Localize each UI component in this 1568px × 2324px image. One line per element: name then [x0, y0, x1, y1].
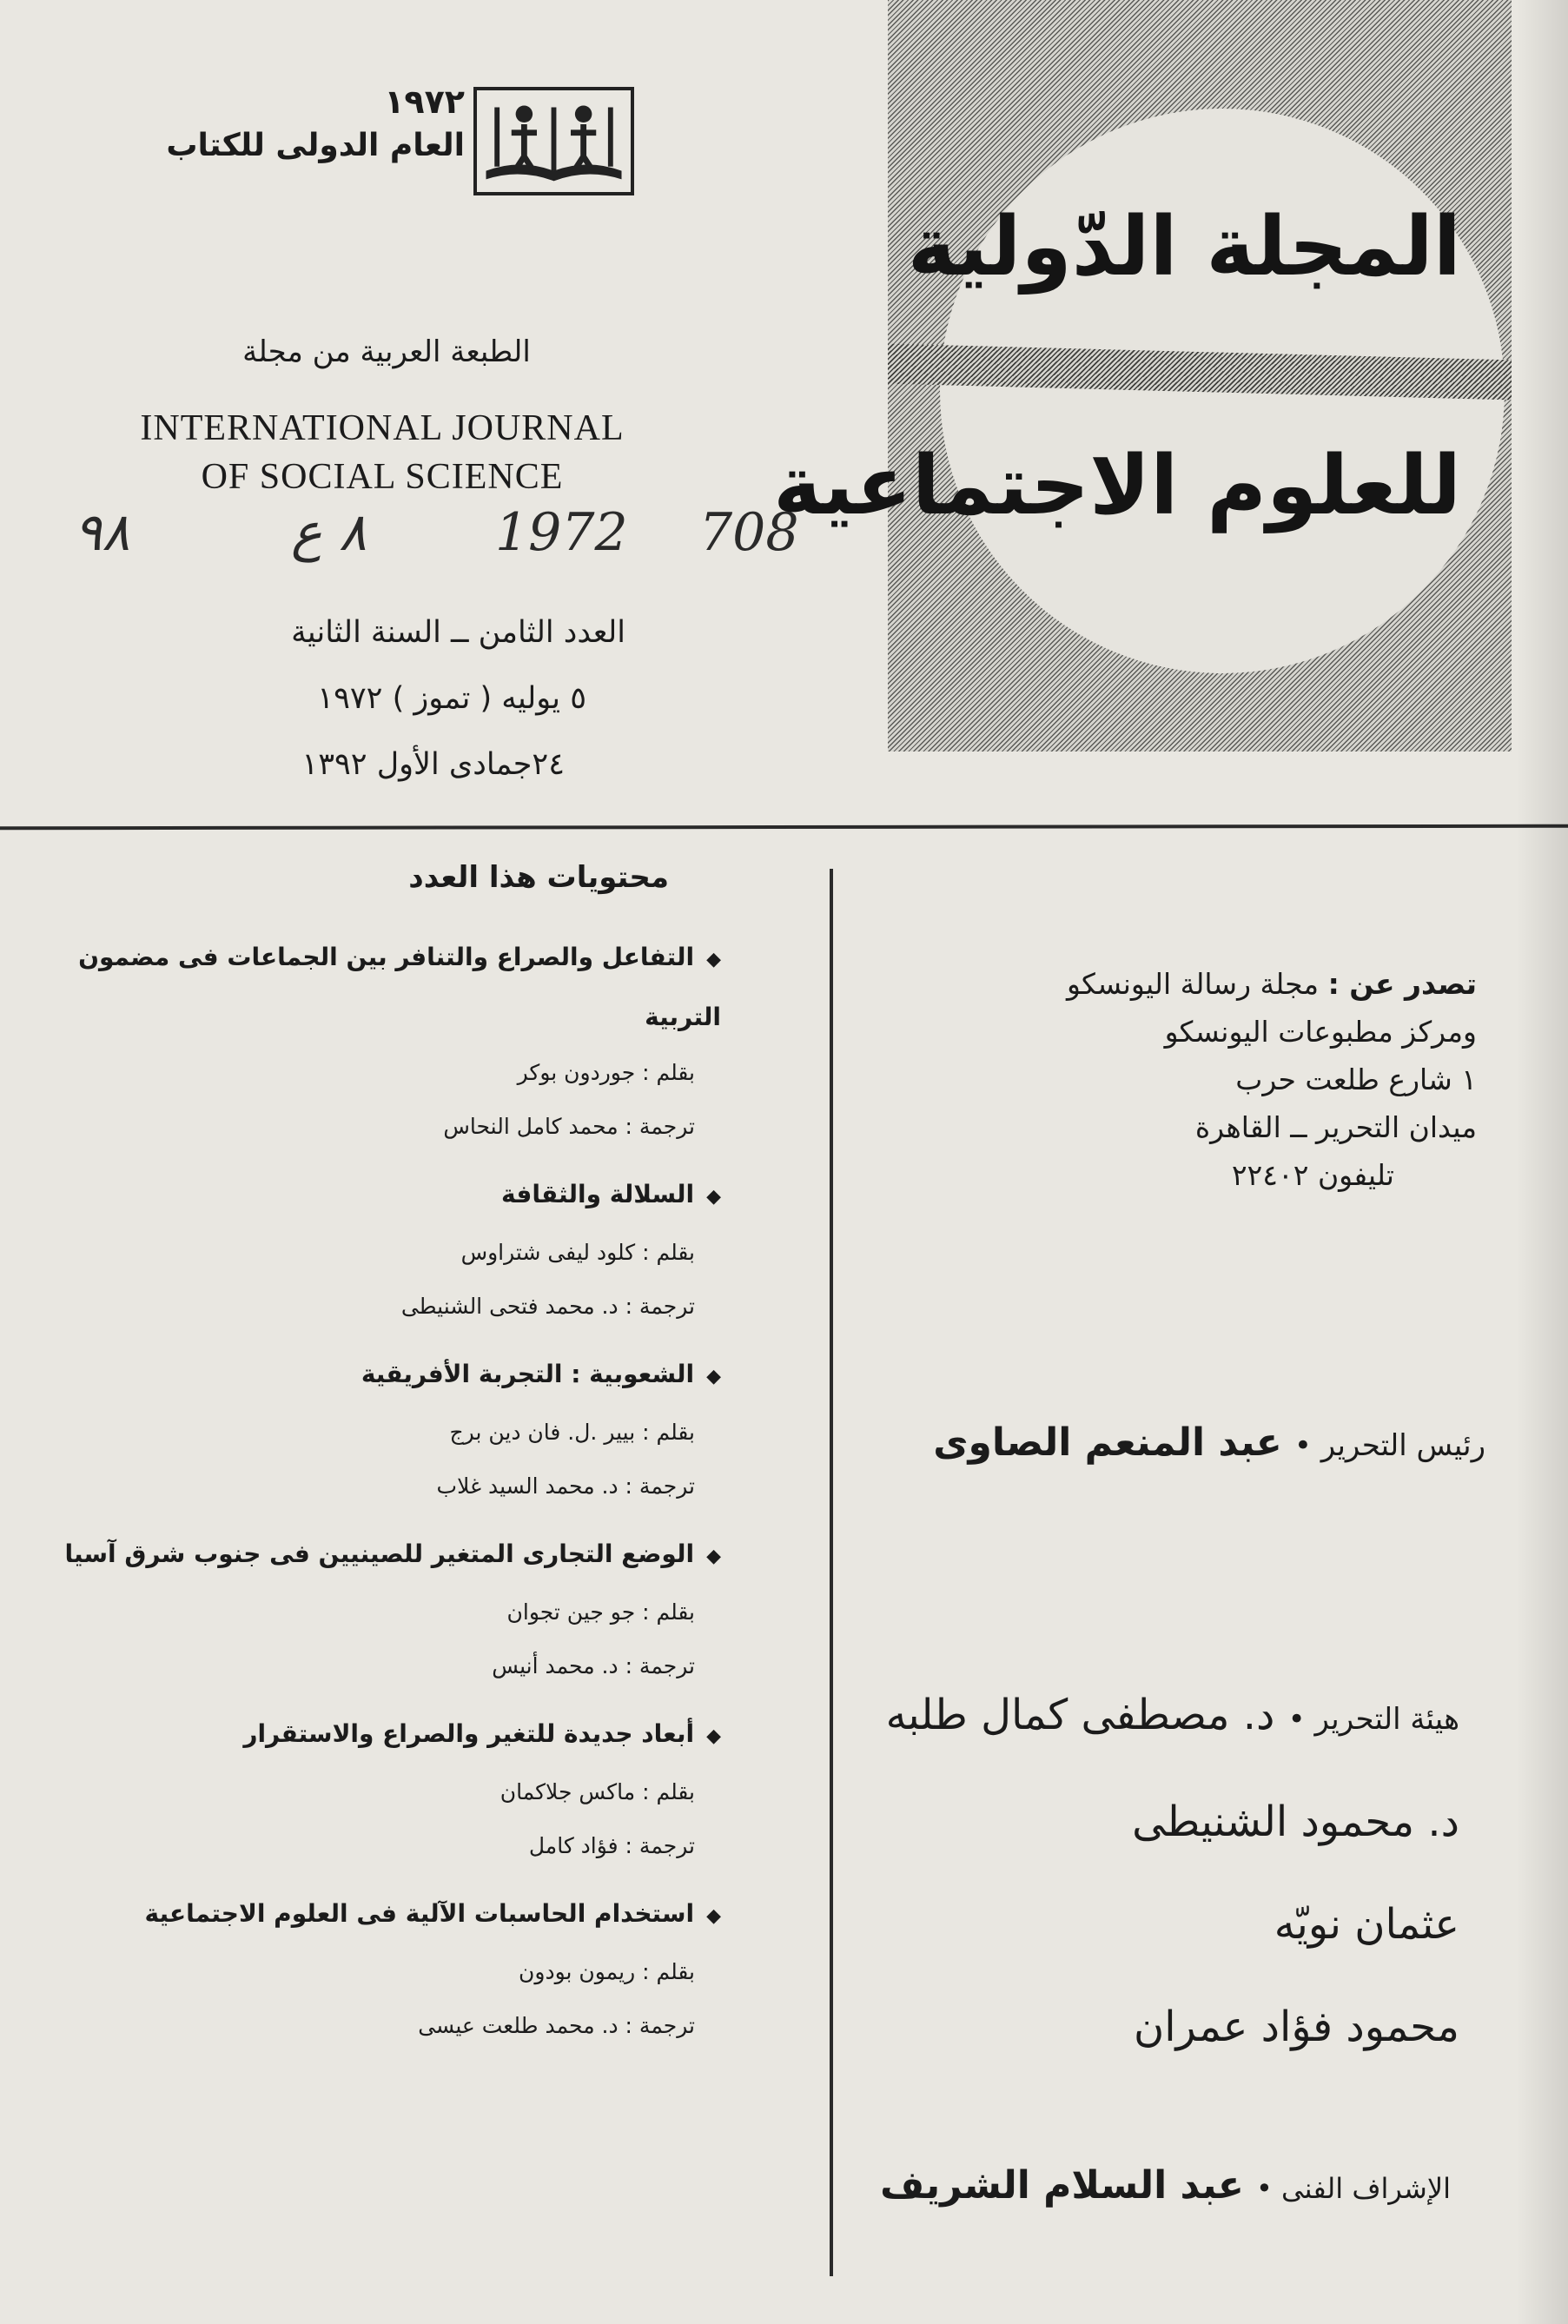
editorial-board — [885, 1664, 1459, 2078]
toc-article-title: ◆الشعوبية : التجربة الأفريقية — [361, 1360, 721, 1388]
handwritten-note: ٩٨ — [74, 502, 130, 563]
publisher-info — [903, 960, 1477, 1199]
page-edge-shadow — [1516, 0, 1568, 2324]
toc-item — [61, 929, 721, 1154]
toc-author: بقلم : بيير .ل. فان دين برج — [449, 1420, 695, 1445]
publisher-line-1: تصدر عن : مجلة رسالة اليونسكو — [1067, 967, 1477, 1001]
toc-article-title: ◆السلالة والثقافة — [501, 1180, 721, 1208]
toc-translator: ترجمة : فؤاد كامل — [528, 1833, 695, 1858]
issue-number: العدد الثامن ــ السنة الثانية — [291, 615, 625, 650]
handwritten-note: 708 — [699, 502, 799, 563]
bullet-icon: ◆ — [706, 949, 721, 970]
editor-in-chief — [903, 1420, 1485, 1465]
bullet-icon: ◆ — [706, 1186, 721, 1208]
board-member: عثمان نويّه — [1274, 1900, 1459, 1949]
toc-item — [61, 1885, 721, 2053]
board-role: هيئة التحرير • — [1287, 1702, 1459, 1737]
arabic-edition-label: الطبعة العربية من مجلة — [242, 334, 531, 369]
masthead-title: المجلة الدّولية — [907, 200, 1461, 295]
contents-heading: محتويات هذا العدد — [408, 860, 669, 895]
toc-item — [61, 1705, 721, 1873]
issue-hijri-date: ٢٤جمادى الأول ١٣٩٢ — [301, 747, 565, 782]
toc-author: بقلم : ماكس جلاكمان — [500, 1779, 695, 1804]
editor-in-chief-name: عبد المنعم الصاوى — [933, 1420, 1282, 1465]
toc-translator: ترجمة : محمد كامل النحاس — [443, 1114, 695, 1139]
toc-article-title: ◆استخدام الحاسبات الآلية فى العلوم الاجتماعية — [144, 1899, 721, 1928]
book-year-label: العام الدولى للكتاب — [166, 128, 465, 163]
publisher-line-2: ومركز مطبوعات اليونسكو — [1164, 1015, 1477, 1049]
masthead — [773, 0, 1512, 751]
publisher-phone: تليفون ٢٢٤٠٢ — [1231, 1158, 1394, 1192]
issue-info — [139, 599, 625, 798]
toc-translator: ترجمة : د. محمد فتحى الشنيطى — [400, 1294, 695, 1319]
publisher-address: ١ شارع طلعت حرب — [1235, 1063, 1477, 1096]
bullet-icon: ◆ — [706, 1546, 721, 1567]
board-line-1 — [885, 1664, 1459, 1771]
english-journal-title — [87, 404, 678, 501]
technical-supervision-role: الإشراف الفنى • — [1255, 2172, 1451, 2205]
handwritten-note: ٨ ع — [291, 502, 367, 563]
toc-author: بقلم : جو جين تجوان — [506, 1599, 695, 1625]
bullet-icon: ◆ — [706, 1905, 721, 1927]
publisher-label: تصدر عن : — [1327, 967, 1477, 1001]
vertical-divider — [830, 869, 833, 2276]
board-member: محمود فؤاد عمران — [1133, 2003, 1459, 2051]
handwritten-notes — [74, 502, 821, 572]
toc-item — [61, 1346, 721, 1513]
issue-gregorian-date: ٥ يوليه ( تموز ) ١٩٧٢ — [317, 681, 586, 716]
technical-supervision — [880, 2163, 1451, 2208]
english-title-line-1: INTERNATIONAL JOURNAL — [140, 408, 625, 448]
publisher-city: ميدان التحرير ــ القاهرة — [1194, 1110, 1477, 1144]
technical-supervision-name: عبد السلام الشريف — [880, 2163, 1244, 2208]
toc-author: بقلم : جوردون بوكر — [517, 1060, 695, 1085]
toc-author: بقلم : ريمون بودون — [519, 1959, 695, 1984]
toc-article-title: ◆أبعاد جديدة للتغير والصراع والاستقرار — [243, 1719, 721, 1748]
table-of-contents — [61, 856, 721, 2065]
toc-translator: ترجمة : د. محمد أنيس — [492, 1653, 695, 1678]
horizontal-divider — [0, 824, 1568, 831]
toc-translator: ترجمة : د. محمد السيد غلاب — [436, 1473, 695, 1499]
toc-item — [61, 1526, 721, 1693]
toc-item — [61, 1166, 721, 1334]
toc-author: بقلم : كلود ليفى شتراوس — [460, 1240, 695, 1265]
toc-article-title: ◆الوضع التجارى المتغير للصينيين فى جنوب شرق آسيا — [64, 1539, 721, 1568]
handwritten-note: 1972 — [495, 502, 628, 563]
book-year-logo-block — [161, 83, 638, 204]
toc-translator: ترجمة : د. محمد طلعت عيسى — [418, 2013, 695, 2038]
book-year-number: ١٩٧٢ — [384, 83, 465, 121]
bullet-icon: ◆ — [706, 1366, 721, 1387]
masthead-subtitle: للعلوم الاجتماعية — [773, 439, 1461, 533]
board-member: د. مصطفى كمال طلبه — [885, 1691, 1275, 1739]
board-member: د. محمود الشنيطى — [1132, 1798, 1459, 1846]
toc-article-title: ◆التفاعل والصراع والتنافر بين الجماعات فى مضمون التربية — [78, 943, 721, 1031]
book-year-emblem-icon — [473, 87, 634, 195]
editor-in-chief-role: رئيس التحرير • — [1293, 1428, 1485, 1463]
english-title-line-2: OF SOCIAL SCIENCE — [201, 457, 564, 497]
bullet-icon: ◆ — [706, 1725, 721, 1747]
